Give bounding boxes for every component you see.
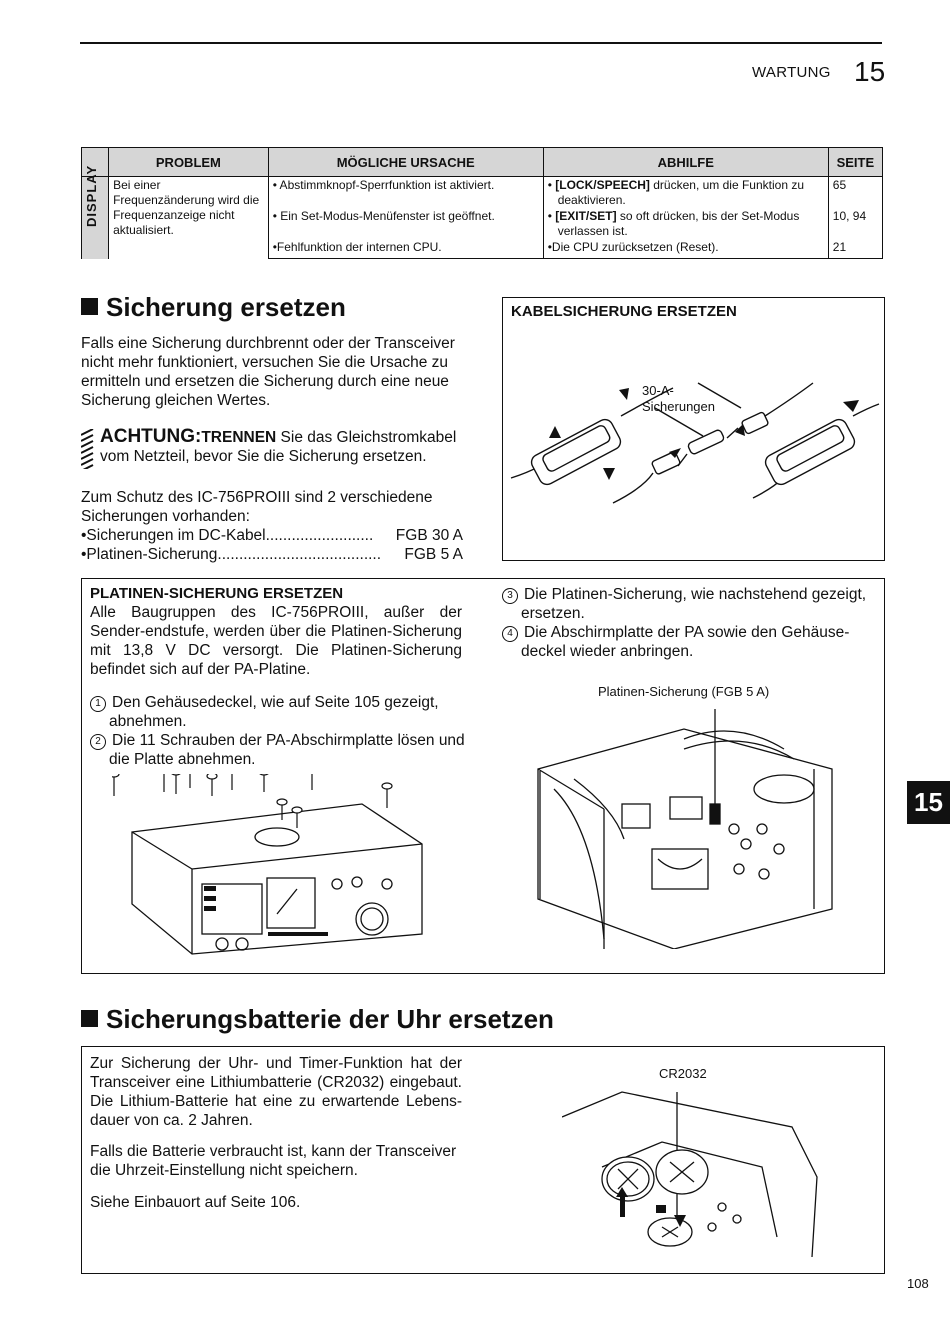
battery-p2: Falls die Batterie verbraucht ist, kann der Transceiver die Uhrzeit-Einstellung nicht speichern. <box>90 1143 457 1179</box>
page-number: 108 <box>907 1276 929 1291</box>
fuse-intro: Falls eine Sicherung durchbrennt oder der Transceiver nicht mehr funktioniert, versuchen Sie die Ursache zu ermitteln und ersetzen die Sicherung durch eine neue Sicherung gleichen Wertes. <box>81 335 455 409</box>
remedy-cell: •Die CPU zurücksetzen (Reset). <box>543 240 828 259</box>
battery-label: CR2032 <box>659 1066 707 1081</box>
section-label: WARTUNG <box>752 64 831 81</box>
col-problem: PROBLEM <box>109 148 269 177</box>
battery-illustration <box>562 1087 822 1267</box>
board-fuse-title: PLATINEN-SICHERUNG ERSETZEN <box>90 585 344 602</box>
fuse-list-item: •Sicherungen im DC-Kabel ......................... FGB 30 A <box>81 527 463 544</box>
step-1: 1 Den Gehäusedeckel, wie auf Seite 105 gezeigt, abnehmen. <box>90 693 465 731</box>
col-cause: MÖGLICHE URSACHE <box>268 148 543 177</box>
cause-cell: •Fehlfunktion der internen CPU. <box>268 240 543 259</box>
cable-fuse-title: KABELSICHERUNG ERSETZEN <box>511 303 737 320</box>
fuse-label: 30-A- Sicherungen <box>642 383 715 414</box>
page-cell: 21 <box>828 240 882 259</box>
remedy-cell: • [EXIT/SET] so oft drücken, bis der Set-Modus verlassen ist. <box>543 209 828 240</box>
board-fuse-steps-left <box>90 693 465 769</box>
battery-box <box>81 1046 885 1274</box>
board-fuse-steps-right <box>502 585 877 661</box>
board-fuse-intro: Alle Baugruppen des IC-756PROIII, außer der Sender-endstufe, werden über die Platinen-Sicherung mit 13,8 V DC versorgt. Die Platinen-Sicherung befindet sich auf der PA-Platine. <box>90 604 462 678</box>
header-rule <box>80 42 882 44</box>
display-side-label: DISPLAY <box>82 177 109 259</box>
cable-fuse-box <box>502 297 885 561</box>
cable-fuse-illustration <box>503 328 882 558</box>
col-page: SEITE <box>828 148 882 177</box>
board-fuse-box <box>81 578 885 974</box>
battery-p1: Zur Sicherung der Uhr- und Timer-Funktion hat der Transceiver eine Lithiumbatterie (CR2032) eingebaut. Die Lithium-Batterie hat eine zu erwartende Lebens-dauer von ca. 2 Jahren. <box>90 1055 462 1129</box>
fuse-list-item: •Platinen-Sicherung ...................................... FGB 5 A <box>81 546 463 563</box>
step-2: 2 Die 11 Schrauben der PA-Abschirmplatte lösen und die Platte abnehmen. <box>90 731 465 769</box>
fuse-list <box>81 526 463 564</box>
battery-section-title: Sicherungsbatterie der Uhr ersetzen <box>81 1004 554 1035</box>
step-4: 4 Die Abschirmplatte der PA sowie den Gehäuse-deckel wieder anbringen. <box>502 623 877 661</box>
fuse-section-title: Sicherung ersetzen <box>81 292 346 323</box>
chapter-number: 15 <box>854 56 886 87</box>
caution-hatch-icon <box>81 429 95 469</box>
chapter-tab: 15 <box>907 781 950 824</box>
remedy-cell: • [LOCK/SPEECH] drücken, um die Funktion zu deaktivieren. <box>543 177 828 210</box>
transceiver-screws-illustration <box>112 774 432 984</box>
cause-cell: • Ein Set-Modus-Menüfenster ist geöffnet. <box>268 209 543 240</box>
pa-board-illustration <box>534 709 834 949</box>
board-fuse-label: Platinen-Sicherung (FGB 5 A) <box>598 684 770 699</box>
page-cell: 10, 94 <box>828 209 882 240</box>
troubleshooting-table <box>81 147 883 259</box>
page-cell: 65 <box>828 177 882 210</box>
col-remedy: ABHILFE <box>543 148 828 177</box>
problem-cell: Bei einer Frequenzänderung wird die Frequenzanzeige nicht aktualisiert. <box>109 177 269 259</box>
battery-p3: Siehe Einbauort auf Seite 106. <box>90 1194 301 1211</box>
step-3: 3 Die Platinen-Sicherung, wie nachstehend gezeigt, ersetzen. <box>502 585 877 623</box>
caution-note: ACHTUNG:TRENNEN Sie das Gleichstromkabel vom Netzteil, bevor Sie die Sicherung ersetzen. <box>81 427 466 466</box>
cause-cell: • Abstimmknopf-Sperrfunktion ist aktiviert. <box>268 177 543 210</box>
fuses-intro: Zum Schutz des IC-756PROIII sind 2 verschiedene Sicherungen vorhanden: <box>81 489 433 525</box>
